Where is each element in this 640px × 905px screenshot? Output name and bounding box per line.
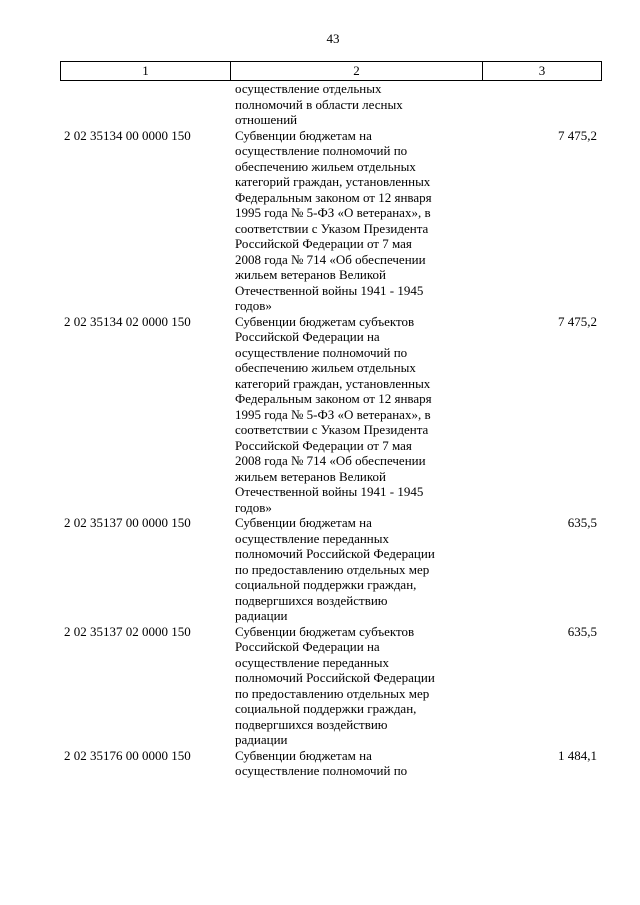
revenue-name-cell: Субвенции бюджетам на осуществление полномочий по обеспечению жильем отдельных категорий граждан, установленных Федеральным законом от 12 января 1995 года № 5-ФЗ «О ветеранах», в соответствии с Указом Президента Российской Федерации от 7 мая 2008 года № 714 «Об обеспечении жильем ветеранов Великой Отечественной войны 1941 - 1945 годов» [235,127,432,313]
page-number: 43 [326,31,340,46]
table-header [60,61,602,81]
budget-code-cell: 2 02 35134 00 0000 150 [64,127,191,143]
revenue-name-cell: Субвенции бюджетам на осуществление полномочий по [235,747,408,778]
budget-code-cell: 2 02 35176 00 0000 150 [64,747,191,763]
amount-cell: 7 475,2 [558,313,597,329]
table-row [60,128,602,314]
revenue-name-cell: осуществление отдельных полномочий в области лесных отношений [235,81,403,127]
table-row [60,515,602,624]
budget-code-cell: 2 02 35137 00 0000 150 [64,515,191,530]
amount-cell: 7 475,2 [558,127,597,143]
table-row [60,314,602,516]
budget-code-cell: 2 02 35134 02 0000 150 [64,313,191,329]
revenue-name-cell: Субвенции бюджетам субъектов Российской Федерации на осуществление переданных полномочий Российской Федерации по предоставлению отдельных мер социальной поддержки граждан, подвергшихся воздействию радиации [235,623,435,747]
amount-cell: 635,5 [567,623,597,639]
budget-code-cell: 2 02 35137 02 0000 150 [64,623,191,639]
table-row [60,624,602,748]
table-row [60,81,602,128]
amount-cell: 635,5 [567,515,597,530]
column-header-code: 1 [61,62,231,80]
amount-cell: 1 484,1 [558,747,597,763]
table-body [60,81,602,779]
table-row [60,748,602,779]
column-header-amount: 3 [538,63,546,78]
column-header-name: 2 [231,62,483,80]
revenue-name-cell: Субвенции бюджетам субъектов Российской Федерации на осуществление полномочий по обеспечению жильем отдельных категорий граждан, установленных Федеральным законом от 12 января 1995 года № 5-ФЗ «О ветеранах», в соответствии с Указом Президента Российской Федерации от 7 мая 2008 года № 714 «Об обеспечении жильем ветеранов Великой Отечественной войны 1941 - 1945 годов» [235,313,432,515]
revenue-name-cell: Субвенции бюджетам на осуществление переданных полномочий Российской Федерации по предоставлению отдельных мер социальной поддержки граждан, подвергшихся воздействию радиации [235,515,435,623]
